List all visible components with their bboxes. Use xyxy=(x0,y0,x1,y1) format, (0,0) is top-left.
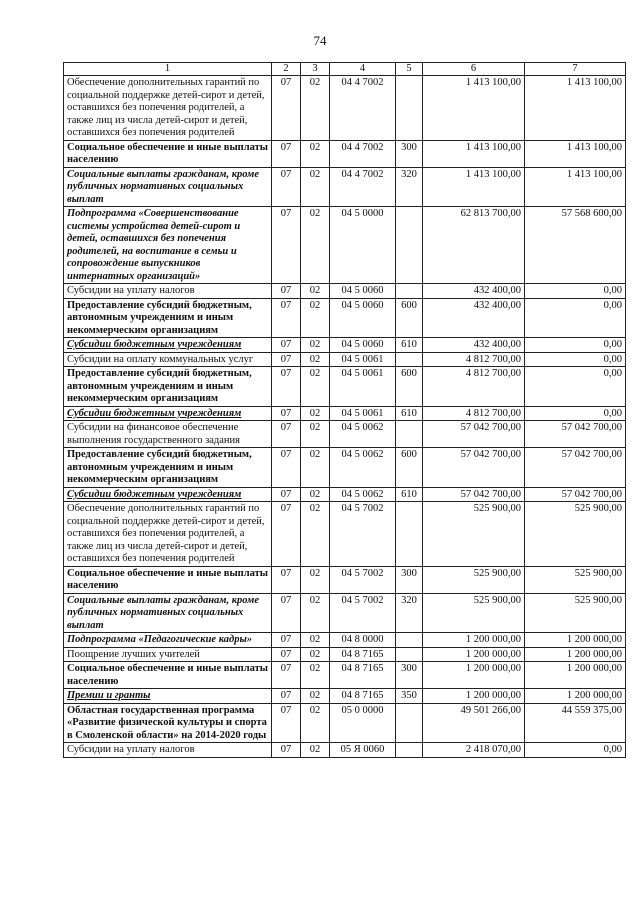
row-name-cell: Социальное обеспечение и иные выплаты населению xyxy=(64,566,272,593)
target-article-code-cell: 04 4 7002 xyxy=(330,140,396,167)
expense-type-code-cell xyxy=(396,743,423,758)
target-article-code-cell: 04 5 0062 xyxy=(330,448,396,488)
row-name-cell: Подпрограмма «Совершенствование системы устройства детей-сирот и детей, оставшихся без попечения родителей, на воспитание в семьи и сопровождение выпускников интернатных организаций» xyxy=(64,207,272,284)
section-code-cell: 07 xyxy=(272,703,301,743)
row-name-cell: Субсидии бюджетным учреждениям xyxy=(64,406,272,421)
subsection-code-cell: 02 xyxy=(301,284,330,299)
amount-2019-cell: 57 042 700,00 xyxy=(525,448,626,488)
page-number: 74 xyxy=(313,33,327,48)
table-row xyxy=(64,703,626,743)
table-row xyxy=(64,76,626,141)
row-name-cell: Субсидии на финансовое обеспечение выполнения государственного задания xyxy=(64,421,272,448)
row-name-cell: Поощрение лучших учителей xyxy=(64,647,272,662)
target-article-code-cell: 04 5 0060 xyxy=(330,338,396,353)
expense-type-code-cell xyxy=(396,633,423,648)
expense-type-code-cell: 610 xyxy=(396,338,423,353)
subsection-code-cell: 02 xyxy=(301,647,330,662)
expense-type-code-cell xyxy=(396,207,423,284)
table-row xyxy=(64,633,626,648)
subsection-code-cell: 02 xyxy=(301,421,330,448)
row-name-cell: Премии и гранты xyxy=(64,689,272,704)
row-name-cell: Социальные выплаты гражданам, кроме публичных нормативных социальных выплат xyxy=(64,593,272,633)
subsection-code-cell: 02 xyxy=(301,703,330,743)
subsection-code-cell: 02 xyxy=(301,487,330,502)
row-name-cell: Субсидии на уплату налогов xyxy=(64,743,272,758)
column-header: 2 xyxy=(272,63,301,76)
amount-2019-cell: 525 900,00 xyxy=(525,593,626,633)
amount-2019-cell: 57 568 600,00 xyxy=(525,207,626,284)
amount-2018-cell: 1 413 100,00 xyxy=(423,167,525,207)
column-header: 7 xyxy=(525,63,626,76)
expense-type-code-cell: 300 xyxy=(396,662,423,689)
row-name-cell: Субсидии на оплату коммунальных услуг xyxy=(64,352,272,367)
amount-2018-cell: 62 813 700,00 xyxy=(423,207,525,284)
section-code-cell: 07 xyxy=(272,566,301,593)
amount-2019-cell: 1 413 100,00 xyxy=(525,167,626,207)
section-code-cell: 07 xyxy=(272,338,301,353)
expense-type-code-cell: 610 xyxy=(396,406,423,421)
amount-2019-cell: 57 042 700,00 xyxy=(525,421,626,448)
section-code-cell: 07 xyxy=(272,140,301,167)
amount-2019-cell: 1 413 100,00 xyxy=(525,76,626,141)
amount-2018-cell: 1 200 000,00 xyxy=(423,689,525,704)
amount-2018-cell: 525 900,00 xyxy=(423,566,525,593)
expense-type-code-cell: 300 xyxy=(396,140,423,167)
target-article-code-cell: 04 5 0062 xyxy=(330,421,396,448)
amount-2018-cell: 1 413 100,00 xyxy=(423,140,525,167)
subsection-code-cell: 02 xyxy=(301,406,330,421)
amount-2018-cell: 1 413 100,00 xyxy=(423,76,525,141)
subsection-code-cell: 02 xyxy=(301,593,330,633)
expense-type-code-cell xyxy=(396,76,423,141)
section-code-cell: 07 xyxy=(272,662,301,689)
amount-2018-cell: 432 400,00 xyxy=(423,338,525,353)
amount-2018-cell: 4 812 700,00 xyxy=(423,406,525,421)
expense-type-code-cell xyxy=(396,421,423,448)
section-code-cell: 07 xyxy=(272,743,301,758)
subsection-code-cell: 02 xyxy=(301,662,330,689)
row-name-cell: Субсидии бюджетным учреждениям xyxy=(64,487,272,502)
target-article-code-cell: 04 5 7002 xyxy=(330,566,396,593)
table-row xyxy=(64,743,626,758)
section-code-cell: 07 xyxy=(272,284,301,299)
section-code-cell: 07 xyxy=(272,593,301,633)
target-article-code-cell: 04 5 0061 xyxy=(330,406,396,421)
table-row xyxy=(64,689,626,704)
expense-type-code-cell xyxy=(396,284,423,299)
row-name-cell: Подпрограмма «Педагогические кадры» xyxy=(64,633,272,648)
subsection-code-cell: 02 xyxy=(301,743,330,758)
amount-2019-cell: 0,00 xyxy=(525,743,626,758)
section-code-cell: 07 xyxy=(272,421,301,448)
amount-2019-cell: 525 900,00 xyxy=(525,502,626,567)
table-row xyxy=(64,338,626,353)
target-article-code-cell: 04 5 7002 xyxy=(330,502,396,567)
amount-2018-cell: 4 812 700,00 xyxy=(423,367,525,407)
column-header: 6 xyxy=(423,63,525,76)
subsection-code-cell: 02 xyxy=(301,502,330,567)
table-row xyxy=(64,284,626,299)
row-name-cell: Предоставление субсидий бюджетным, автономным учреждениям и иным некоммерческим организациям xyxy=(64,448,272,488)
amount-2018-cell: 4 812 700,00 xyxy=(423,352,525,367)
table-header-row xyxy=(64,63,626,76)
row-name-cell: Социальное обеспечение и иные выплаты населению xyxy=(64,140,272,167)
amount-2018-cell: 2 418 070,00 xyxy=(423,743,525,758)
column-header: 1 xyxy=(64,63,272,76)
section-code-cell: 07 xyxy=(272,167,301,207)
section-code-cell: 07 xyxy=(272,298,301,338)
row-name-cell: Предоставление субсидий бюджетным, автономным учреждениям и иным некоммерческим организациям xyxy=(64,367,272,407)
target-article-code-cell: 04 5 0061 xyxy=(330,352,396,367)
target-article-code-cell: 04 5 0060 xyxy=(330,284,396,299)
section-code-cell: 07 xyxy=(272,502,301,567)
section-code-cell: 07 xyxy=(272,207,301,284)
table-row xyxy=(64,502,626,567)
amount-2019-cell: 1 413 100,00 xyxy=(525,140,626,167)
amount-2018-cell: 432 400,00 xyxy=(423,298,525,338)
amount-2019-cell: 1 200 000,00 xyxy=(525,662,626,689)
subsection-code-cell: 02 xyxy=(301,338,330,353)
subsection-code-cell: 02 xyxy=(301,207,330,284)
expense-type-code-cell: 610 xyxy=(396,487,423,502)
target-article-code-cell: 04 5 0060 xyxy=(330,298,396,338)
section-code-cell: 07 xyxy=(272,689,301,704)
expense-type-code-cell: 600 xyxy=(396,298,423,338)
section-code-cell: 07 xyxy=(272,76,301,141)
amount-2019-cell: 0,00 xyxy=(525,406,626,421)
target-article-code-cell: 04 5 7002 xyxy=(330,593,396,633)
subsection-code-cell: 02 xyxy=(301,167,330,207)
expense-type-code-cell xyxy=(396,502,423,567)
row-name-cell: Социальные выплаты гражданам, кроме публичных нормативных социальных выплат xyxy=(64,167,272,207)
row-name-cell: Областная государственная программа «Развитие физической культуры и спорта в Смоленской области» на 2014-2020 годы xyxy=(64,703,272,743)
amount-2019-cell: 1 200 000,00 xyxy=(525,689,626,704)
amount-2018-cell: 525 900,00 xyxy=(423,502,525,567)
table-row xyxy=(64,593,626,633)
table-row xyxy=(64,167,626,207)
target-article-code-cell: 04 8 7165 xyxy=(330,689,396,704)
section-code-cell: 07 xyxy=(272,647,301,662)
expense-type-code-cell: 300 xyxy=(396,566,423,593)
expense-type-code-cell xyxy=(396,703,423,743)
expense-type-code-cell: 320 xyxy=(396,593,423,633)
budget-table xyxy=(63,62,626,758)
amount-2018-cell: 57 042 700,00 xyxy=(423,421,525,448)
table-row xyxy=(64,298,626,338)
amount-2019-cell: 1 200 000,00 xyxy=(525,647,626,662)
column-header: 4 xyxy=(330,63,396,76)
table-row xyxy=(64,662,626,689)
table-row xyxy=(64,448,626,488)
row-name-cell: Обеспечение дополнительных гарантий по социальной поддержке детей-сирот и детей, оставшихся без попечения родителей, а также лиц из числа детей-сирот и детей, оставшихся без попечения родителей xyxy=(64,76,272,141)
subsection-code-cell: 02 xyxy=(301,367,330,407)
amount-2019-cell: 0,00 xyxy=(525,367,626,407)
subsection-code-cell: 02 xyxy=(301,140,330,167)
target-article-code-cell: 05 Я 0060 xyxy=(330,743,396,758)
amount-2018-cell: 1 200 000,00 xyxy=(423,647,525,662)
subsection-code-cell: 02 xyxy=(301,448,330,488)
table-row xyxy=(64,367,626,407)
row-name-cell: Предоставление субсидий бюджетным, автономным учреждениям и иным некоммерческим организациям xyxy=(64,298,272,338)
target-article-code-cell: 05 0 0000 xyxy=(330,703,396,743)
amount-2018-cell: 525 900,00 xyxy=(423,593,525,633)
target-article-code-cell: 04 5 0062 xyxy=(330,487,396,502)
table-row xyxy=(64,647,626,662)
row-name-cell: Обеспечение дополнительных гарантий по социальной поддержке детей-сирот и детей, оставшихся без попечения родителей, а также лиц из числа детей-сирот и детей, оставшихся без попечения родителей xyxy=(64,502,272,567)
table-row xyxy=(64,352,626,367)
target-article-code-cell: 04 4 7002 xyxy=(330,76,396,141)
target-article-code-cell: 04 4 7002 xyxy=(330,167,396,207)
table-row xyxy=(64,421,626,448)
expense-type-code-cell: 320 xyxy=(396,167,423,207)
target-article-code-cell: 04 8 0000 xyxy=(330,633,396,648)
section-code-cell: 07 xyxy=(272,633,301,648)
amount-2019-cell: 0,00 xyxy=(525,298,626,338)
table-row xyxy=(64,207,626,284)
table-row xyxy=(64,140,626,167)
amount-2019-cell: 0,00 xyxy=(525,284,626,299)
table-row xyxy=(64,566,626,593)
amount-2019-cell: 0,00 xyxy=(525,338,626,353)
section-code-cell: 07 xyxy=(272,367,301,407)
amount-2018-cell: 49 501 266,00 xyxy=(423,703,525,743)
amount-2018-cell: 432 400,00 xyxy=(423,284,525,299)
row-name-cell: Социальное обеспечение и иные выплаты населению xyxy=(64,662,272,689)
amount-2019-cell: 44 559 375,00 xyxy=(525,703,626,743)
amount-2018-cell: 57 042 700,00 xyxy=(423,487,525,502)
expense-type-code-cell: 350 xyxy=(396,689,423,704)
subsection-code-cell: 02 xyxy=(301,76,330,141)
target-article-code-cell: 04 5 0000 xyxy=(330,207,396,284)
section-code-cell: 07 xyxy=(272,406,301,421)
amount-2019-cell: 0,00 xyxy=(525,352,626,367)
subsection-code-cell: 02 xyxy=(301,298,330,338)
table-row xyxy=(64,487,626,502)
expense-type-code-cell: 600 xyxy=(396,367,423,407)
section-code-cell: 07 xyxy=(272,487,301,502)
target-article-code-cell: 04 5 0061 xyxy=(330,367,396,407)
subsection-code-cell: 02 xyxy=(301,352,330,367)
column-header: 5 xyxy=(396,63,423,76)
expense-type-code-cell xyxy=(396,647,423,662)
target-article-code-cell: 04 8 7165 xyxy=(330,662,396,689)
section-code-cell: 07 xyxy=(272,448,301,488)
table-row xyxy=(64,406,626,421)
row-name-cell: Субсидии на уплату налогов xyxy=(64,284,272,299)
column-header: 3 xyxy=(301,63,330,76)
amount-2018-cell: 57 042 700,00 xyxy=(423,448,525,488)
expense-type-code-cell: 600 xyxy=(396,448,423,488)
row-name-cell: Субсидии бюджетным учреждениям xyxy=(64,338,272,353)
amount-2019-cell: 57 042 700,00 xyxy=(525,487,626,502)
amount-2018-cell: 1 200 000,00 xyxy=(423,662,525,689)
amount-2019-cell: 1 200 000,00 xyxy=(525,633,626,648)
subsection-code-cell: 02 xyxy=(301,566,330,593)
subsection-code-cell: 02 xyxy=(301,689,330,704)
expense-type-code-cell xyxy=(396,352,423,367)
target-article-code-cell: 04 8 7165 xyxy=(330,647,396,662)
amount-2019-cell: 525 900,00 xyxy=(525,566,626,593)
section-code-cell: 07 xyxy=(272,352,301,367)
subsection-code-cell: 02 xyxy=(301,633,330,648)
amount-2018-cell: 1 200 000,00 xyxy=(423,633,525,648)
